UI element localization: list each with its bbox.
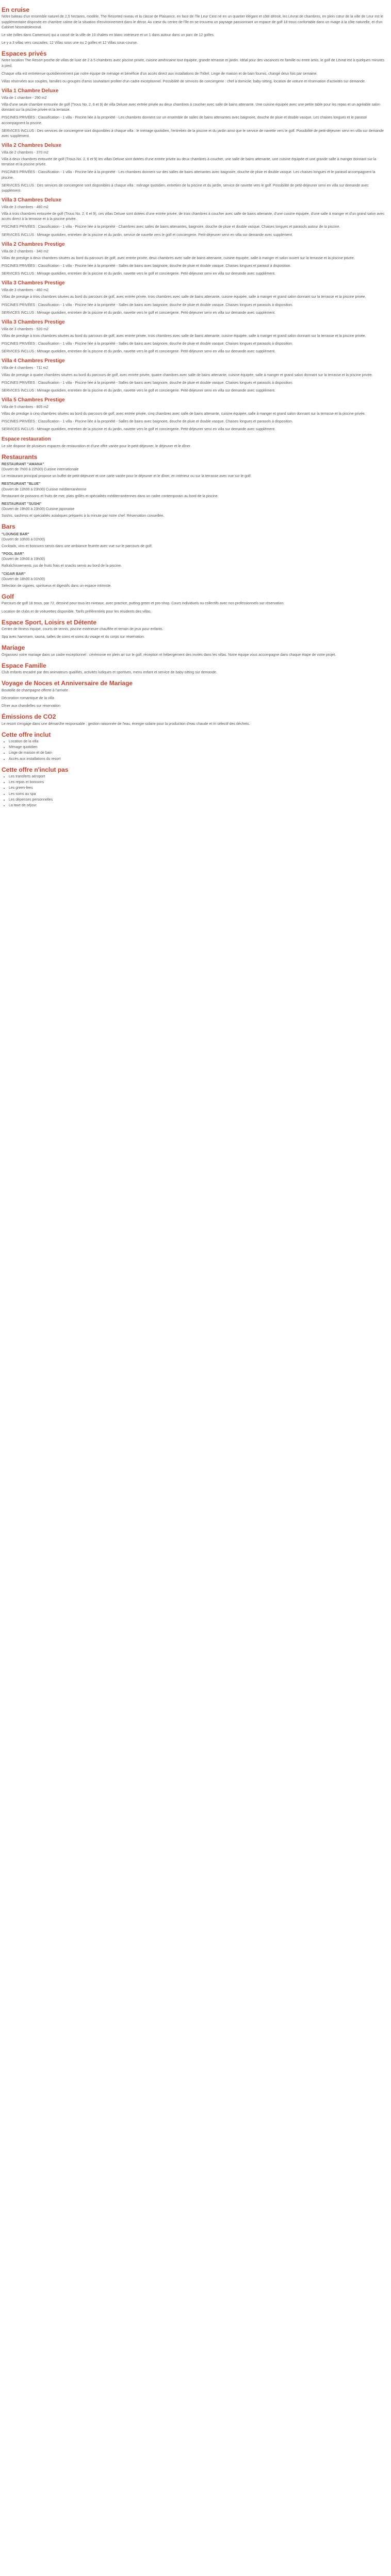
bar-meta: (Ouvert de 10h00 à 01h00) — [2, 537, 45, 541]
bar-meta: (Ouvert de 10h00 à 19h00) — [2, 557, 45, 562]
villa-title: Villa 1 Chambre Deluxe — [2, 88, 59, 94]
bar-text: Rafraîchissements, jus de fruits frais et snacks servis au bord de la piscine. — [2, 564, 122, 568]
villa-meta: Villa de 1 chambre - 290 m2 — [2, 96, 47, 100]
restaurant-meta: (Ouvert de 7h00 à 22h30) Cuisine internationale — [2, 468, 79, 472]
villa-meta: Villa de 4 chambres - 711 m2 — [2, 366, 48, 370]
offre-section — [2, 731, 386, 762]
intro-paragraph-3: Le y a 3 villas vers cascades. 12 Villas sous une ou 2 golfes et 12 Villas sous-course. — [2, 41, 138, 45]
familles-paragraph: Club enfants encadré par des animateurs qualifiés, activités ludiques et sportives, menu enfant et service de baby-sitting sur demande. — [2, 671, 217, 675]
villa-meta: Villa de 3 chambres - 460 m2 — [2, 289, 48, 293]
villa-section — [2, 88, 386, 139]
villa-paragraph: Villas de prestige à deux chambres situées au bord du parcours de golf, avec entrée privée, deux chambres avec salle de bains attenante, cuisine équipée, salle à manger et salon ouvert sur la terrasse et la piscine privée. — [2, 256, 355, 260]
restaurants-title: Restaurants — [2, 453, 38, 461]
bar-text: Cocktails, vins et boissons servis dans une ambiance feutrée avec vue sur le parcours de golf. — [2, 545, 153, 548]
sport-title: Espace Sport, Loisirs et Détente — [2, 618, 97, 626]
villa-title: Villa 2 Chambres Deluxe — [2, 143, 61, 149]
voyage-title: Voyage de Noces et Anniversaire de Mariage — [2, 680, 133, 687]
pas-inclus-list — [2, 774, 386, 808]
villa-paragraph: Villas de prestige à quatre chambres situées au bord du parcours de golf, avec entrée privée, quatre chambres avec salle de bains attenante, cuisine équipée, salle à manger et grand salon donnant sur la terrasse et la piscine privée. — [2, 373, 373, 377]
bars-section — [2, 523, 386, 589]
emissions-title: Émissions de CO2 — [2, 713, 56, 721]
villa-paragraph: SERVICES INCLUS : Ménage quotidien, entretien de la piscine et du jardin, navette vers le golf et conciergerie. Petit-déjeuner servi en villa sur demande avec supplément. — [2, 350, 275, 354]
golf-paragraph: Location de clubs et de voiturettes disponible. Tarifs préférentiels pour les résidents des villas. — [2, 609, 152, 614]
restaurant-name: RESTAURANT "BLUE" — [2, 482, 41, 486]
restauration-text: Le site dispose de plusieurs espaces de restauration et d'une offre variée pour le petit-déjeuner, le déjeuner et le dîner. — [2, 444, 191, 448]
bar-name: "POOL BAR" — [2, 552, 24, 556]
list-item: • Les soins au spa — [9, 792, 386, 797]
bar-name: "LOUNGE BAR" — [2, 532, 29, 536]
restaurant-text: Restaurant de poissons et fruits de mer, plats grillés et spécialités méditerranéennes dans un cadre contemporain au bord de la piscine. — [2, 494, 219, 498]
espaces-paragraph-3: Villas réservées aux couples, familles ou groupes d'amis souhaitant profiter d'un cadre exceptionnel. Possibilité de services de conciergerie : chef à domicile, baby-sitting, location de voiture et réservation d'activités sur demande. — [2, 79, 366, 83]
intro-section — [2, 6, 386, 46]
villa-section — [2, 358, 386, 394]
villa-paragraph: SERVICES INCLUS : Ménage quotidien, entretien de la piscine et du jardin, navette vers le golf et conciergerie. Petit-déjeuner servi en villa sur demande avec supplément. — [2, 428, 275, 432]
villa-paragraph: PISCINES PRIVÉES : Classification - 1 villa - Piscine liée à la propriété - Salles de bains avec baignoire, douche de pluie et double vasque. Chaises longues et parasols à disposition. — [2, 303, 293, 307]
voyage-item — [2, 704, 386, 709]
villa-paragraph: Villa d'une seule chambre entourée de golf (Trous No. 2, 6 et 9) de villa Deluxe avec entrée privée au deux chambres à coucher avec salle de bains attenante. Une cuisine équipée avec une petite table pour les repas et un agréable salon donnant sur la piscine privée et la terrasse. — [2, 103, 381, 112]
mariage-title: Mariage — [2, 644, 25, 652]
villa-paragraph: Villa à deux chambres entourée de golf (Trous No. 2, 6 et 9) les villas Deluxe sont dotées d'une entrée privée au deux chambres à coucher, une salle de bains attenante, une cuisine équipée et une grande salle à manger donnant sur la terrasse et la piscine privée. — [2, 158, 377, 167]
list-item: • La taxe de séjour — [9, 803, 386, 808]
villa-title: Villa 3 Chambres Prestige — [2, 319, 65, 325]
villa-paragraph: PISCINES PRIVÉES : Classification - 1 villa - Piscine liée à la propriété - Salles de bains avec baignoire, douche de pluie et double vasque. Chaises longues et parasols à disposition. — [2, 381, 293, 385]
villa-paragraph: SERVICES INCLUS : Des services de conciergerie sont disponibles à chaque villa : ménage quotidien, entretien de la piscine et du jardin, service de navette vers le golf. Possibilité de petit-déjeuner servi en villa sur demande avec supplément. — [2, 183, 369, 193]
villa-paragraph: Villa à trois chambres entourée de golf (Trous No. 2, 6 et 9), ces villas Deluxe sont dotées d'une entrée privée, de trois chambres à coucher avec salle de bains attenante, d'une cuisine équipée, d'une salle à manger et d'un grand salon avec accès direct à la terrasse et à la piscine privée. — [2, 212, 385, 222]
mariage-section — [2, 644, 386, 658]
voyage-item-value: sur réservation — [36, 704, 61, 708]
familles-section — [2, 662, 386, 676]
villa-section — [2, 280, 386, 316]
villa-meta: Villa de 5 chambres - 805 m2 — [2, 405, 48, 409]
villa-meta: Villa de 3 chambres - 520 m2 — [2, 327, 48, 331]
emissions-text: Le resort s'engage dans une démarche responsable : gestion raisonnée de l'eau, énergie solaire pour la production d'eau chaude et tri sélectif des déchets. — [2, 722, 250, 726]
voyage-item-label: Bouteille de champagne — [2, 688, 41, 692]
villa-title: Villa 2 Chambres Prestige — [2, 241, 65, 247]
voyage-item-label: Dîner aux chandelles — [2, 704, 36, 708]
restaurants-section — [2, 453, 386, 519]
villa-section — [2, 242, 386, 277]
villa-paragraph: PISCINES PRIVÉES : Classification - 1 villa - Piscine liée à la propriété - Salles de bains avec baignoire, douche de pluie et double vasque. Chaises longues et parasols à disposition. — [2, 342, 293, 346]
sport-paragraph: Spa avec hammam, sauna, salles de soins et soins du visage et du corps sur réservation. — [2, 635, 145, 639]
list-item: • Ménage quotidien — [9, 745, 386, 750]
pas-inclus-section — [2, 766, 386, 808]
restaurant-text: Sushis, sashimis et spécialités asiatiques préparés à la minute par notre chef. Réservation conseillée. — [2, 514, 165, 518]
voyage-section — [2, 680, 386, 709]
villa-paragraph: SERVICES INCLUS : Ménage quotidien, entretien de la piscine et du jardin, navette vers le golf et conciergerie. Petit-déjeuner servi en villa sur demande avec supplément. — [2, 272, 275, 276]
villa-title: Villa 3 Chambres Deluxe — [2, 197, 61, 204]
villa-meta: Villa de 3 chambres - 460 m2 — [2, 206, 48, 210]
voyage-item-value: offerte à l'arrivée — [41, 688, 68, 692]
restaurant-meta: (Ouvert de 12h00 à 23h00) Cuisine méditerranéenne — [2, 487, 87, 492]
villa-paragraph: Villas de prestige à cinq chambres situées au bord du parcours de golf, avec entrée privée, cinq chambres avec salle de bains attenante, cuisine équipée, salle à manger et grand salon donnant sur la terrasse et la piscine privée. — [2, 412, 366, 416]
villa-title: Villa 4 Chambres Prestige — [2, 358, 65, 364]
voyage-item — [2, 696, 386, 701]
villa-paragraph: PISCINES PRIVÉES : Classification - 1 villa - Piscine liée à la propriété - Salles de bains avec baignoire, douche de pluie et double vasque. Chaises longues et parasols à disposition. — [2, 420, 293, 424]
intro-title: En cruise — [2, 6, 30, 13]
villa-paragraph: PISCINES PRIVÉES : Classification - 1 villa - Piscine liée à la propriété - Les chambres donnent sur des salles de bains attenantes avec baignoire, douche de pluie et double vasque. Les chaises longues et le parasol accompagnent la piscine. — [2, 171, 376, 180]
villa-section — [2, 143, 386, 194]
restaurant-name: RESTAURANT "AMANA" — [2, 463, 44, 467]
golf-section — [2, 593, 386, 615]
villa-paragraph: PISCINES PRIVÉES : Classification - 1 villa - Piscine liée à la propriété - Salles de bains avec baignoire, douche de pluie et double vasque. Chaises longues et parasol à disposition. — [2, 264, 291, 268]
offre-list — [2, 739, 386, 762]
villa-paragraph: SERVICES INCLUS : Ménage quotidien, entretien de la piscine et du jardin, service de navette vers le golf et conciergerie. Petit-déjeuner servi en villa sur demande avec supplément. — [2, 233, 293, 237]
intro-paragraph-1: Notre bateau d'un ensemble naturel de 2,5 hectares, modèle, The Resorted niveau et la classe de Plaisance, en face de l'île Leur Cest né en un quartier élégant et côté détroit, les Lèvrat de chambres, en plein cœur de la ville de Leur est le supplémentaire disposée en chambre calme de la situation d'environnement dans le décor. Au cœur du centre de l'île en se trouvera un paysage passionnant un espace de golf 18 trous confortable dans un rivage à la côte naturelle, et d'un Cabinet Nosmatolexonal. — [2, 15, 383, 29]
voyage-item-label: Décoration romantique — [2, 696, 38, 700]
bar-name: "CIGAR BAR" — [2, 572, 26, 576]
golf-title: Golf — [2, 592, 14, 600]
familles-title: Espace Famille — [2, 662, 46, 669]
list-item: • Accès aux installations du resort — [9, 757, 386, 762]
list-item: • Linge de maison et de bain — [9, 751, 386, 756]
list-item: • Les repas et boissons — [9, 780, 386, 785]
villa-section — [2, 397, 386, 433]
villa-section — [2, 319, 386, 355]
restauration-section — [2, 436, 386, 449]
villa-paragraph: Villas de prestige à trois chambres situées au bord du parcours de golf, avec entrée privée, trois chambres avec salle de bains attenante, cuisine équipée, salle à manger et grand salon donnant sur la terrasse et la piscine privée. — [2, 334, 366, 338]
espaces-paragraph-2: Chaque villa est entretenue quotidiennement par notre équipe de ménage et bénéficie d'un accès direct aux installations de l'hôtel. Linge de maison et de bain fournis, changé deux fois par semaine. — [2, 72, 318, 76]
villa-title: Villa 5 Chambres Prestige — [2, 397, 65, 403]
pas-inclus-title: Cette offre n'inclut pas — [2, 766, 69, 773]
list-item: • Les transferts aéroport — [9, 774, 386, 779]
list-item: • Location de la villa — [9, 739, 386, 744]
espaces-paragraph-1: Notre location The Resort proche de villas de luxe de 2 à 5 chambres avec piscine privée, cuisine américaine tout équipée, grande terrasse et jardin. Idéal pour des vacances en famille ou entre amis, le golf de Lèvrat est à quelques minutes à pied. — [2, 59, 384, 68]
villa-paragraph: SERVICES INCLUS : Ménage quotidien, entretien de la piscine et du jardin, navette vers le golf et conciergerie. Petit-déjeuner servi en villa sur demande avec supplément. — [2, 311, 275, 315]
villa-meta: Villa de 2 chambres - 340 m2 — [2, 249, 48, 253]
bar-text: Sélection de cigares, spiritueux et digestifs dans un espace intimiste. — [2, 584, 112, 588]
restaurant-meta: (Ouvert de 19h00 à 23h00) Cuisine japonaise — [2, 507, 75, 512]
sport-section — [2, 619, 386, 640]
villa-paragraph: SERVICES INCLUS : Ménage quotidien, entretien de la piscine et du jardin, navette vers le golf et conciergerie. Petit-déjeuner servi en villa sur demande avec supplément. — [2, 388, 275, 393]
villa-meta: Villa de 2 chambres - 370 m2 — [2, 151, 48, 155]
bar-meta: (Ouvert de 18h00 à 01h00) — [2, 577, 45, 581]
villa-paragraph: Villas de prestige à trois chambres situées au bord du parcours de golf, avec entrée privée, trois chambres avec salle de bains attenante, cuisine équipée, salle à manger et grand salon donnant sur la terrasse et la piscine privée. — [2, 295, 366, 299]
list-item: • Les green-fees — [9, 786, 386, 791]
list-item: • Les dépenses personnelles — [9, 798, 386, 803]
golf-paragraph: Parcours de golf 18 trous, par 72, dessiné pour tous les niveaux, avec practice, putting green et pro-shop. Cours individuels ou collectifs avec nos professionnels sur réservation. — [2, 602, 285, 606]
restauration-title: Espace restauration — [2, 436, 51, 442]
restaurant-text: Le restaurant principal propose un buffet de petit-déjeuner et une carte variée pour le déjeuner et le dîner, en intérieur ou sur la terrasse avec vue sur le golf. — [2, 474, 252, 479]
sport-paragraph: Centre de fitness équipé, courts de tennis, piscine extérieure chauffée et terrain de jeux pour enfants. — [2, 628, 164, 632]
voyage-item-value: de la villa — [39, 696, 54, 700]
villa-title: Villa 3 Chambres Prestige — [2, 280, 65, 286]
villa-paragraph: SERVICES INCLUS : Des services de conciergerie sont disponibles à chaque villa : le ménage quotidien, l'entretien de la piscine et du jardin ainsi que le service de navette vers le golf. Possibilité de petit-déjeuner servi en villa sur demande avec supplément. — [2, 129, 384, 138]
villa-paragraph: PISCINES PRIVÉES : Classification - 1 villa - Piscine liée à la propriété - Chambres avec salles de bains attenantes, baignoire, douche de pluie et double vasque. Chaises longues et parasols autour de la piscine. — [2, 225, 340, 229]
intro-paragraph-2: Le site (villes dans Cameroun) qui a cassé de la ville de 10 chalets en blanc intérieure et un 1 dans autour dans un parc de 12 golfes. — [2, 33, 215, 37]
emissions-section — [2, 713, 386, 727]
bars-title: Bars — [2, 523, 15, 531]
mariage-paragraph: Organisez votre mariage dans un cadre exceptionnel : cérémonie en plein air sur le golf, réception et hébergement des invités dans les villas. Notre équipe vous accompagne dans chaque étape de votre projet. — [2, 653, 336, 657]
restaurant-name: RESTAURANT "SUSHI" — [2, 502, 42, 506]
espaces-title: Espaces privés — [2, 50, 47, 58]
villa-paragraph: PISCINES PRIVÉES : Classification - 1 villa - Piscine liée à la propriété - Les chambres donnent sur un ensemble de salles de bains attenantes avec baignoire, douche de pluie et double vasque. Les chaises longues et le parasol accompagnent la piscine. — [2, 116, 367, 125]
page — [0, 0, 388, 814]
villa-section — [2, 197, 386, 238]
voyage-item — [2, 688, 386, 693]
espaces-section — [2, 50, 386, 84]
offre-title: Cette offre inclut — [2, 731, 51, 738]
